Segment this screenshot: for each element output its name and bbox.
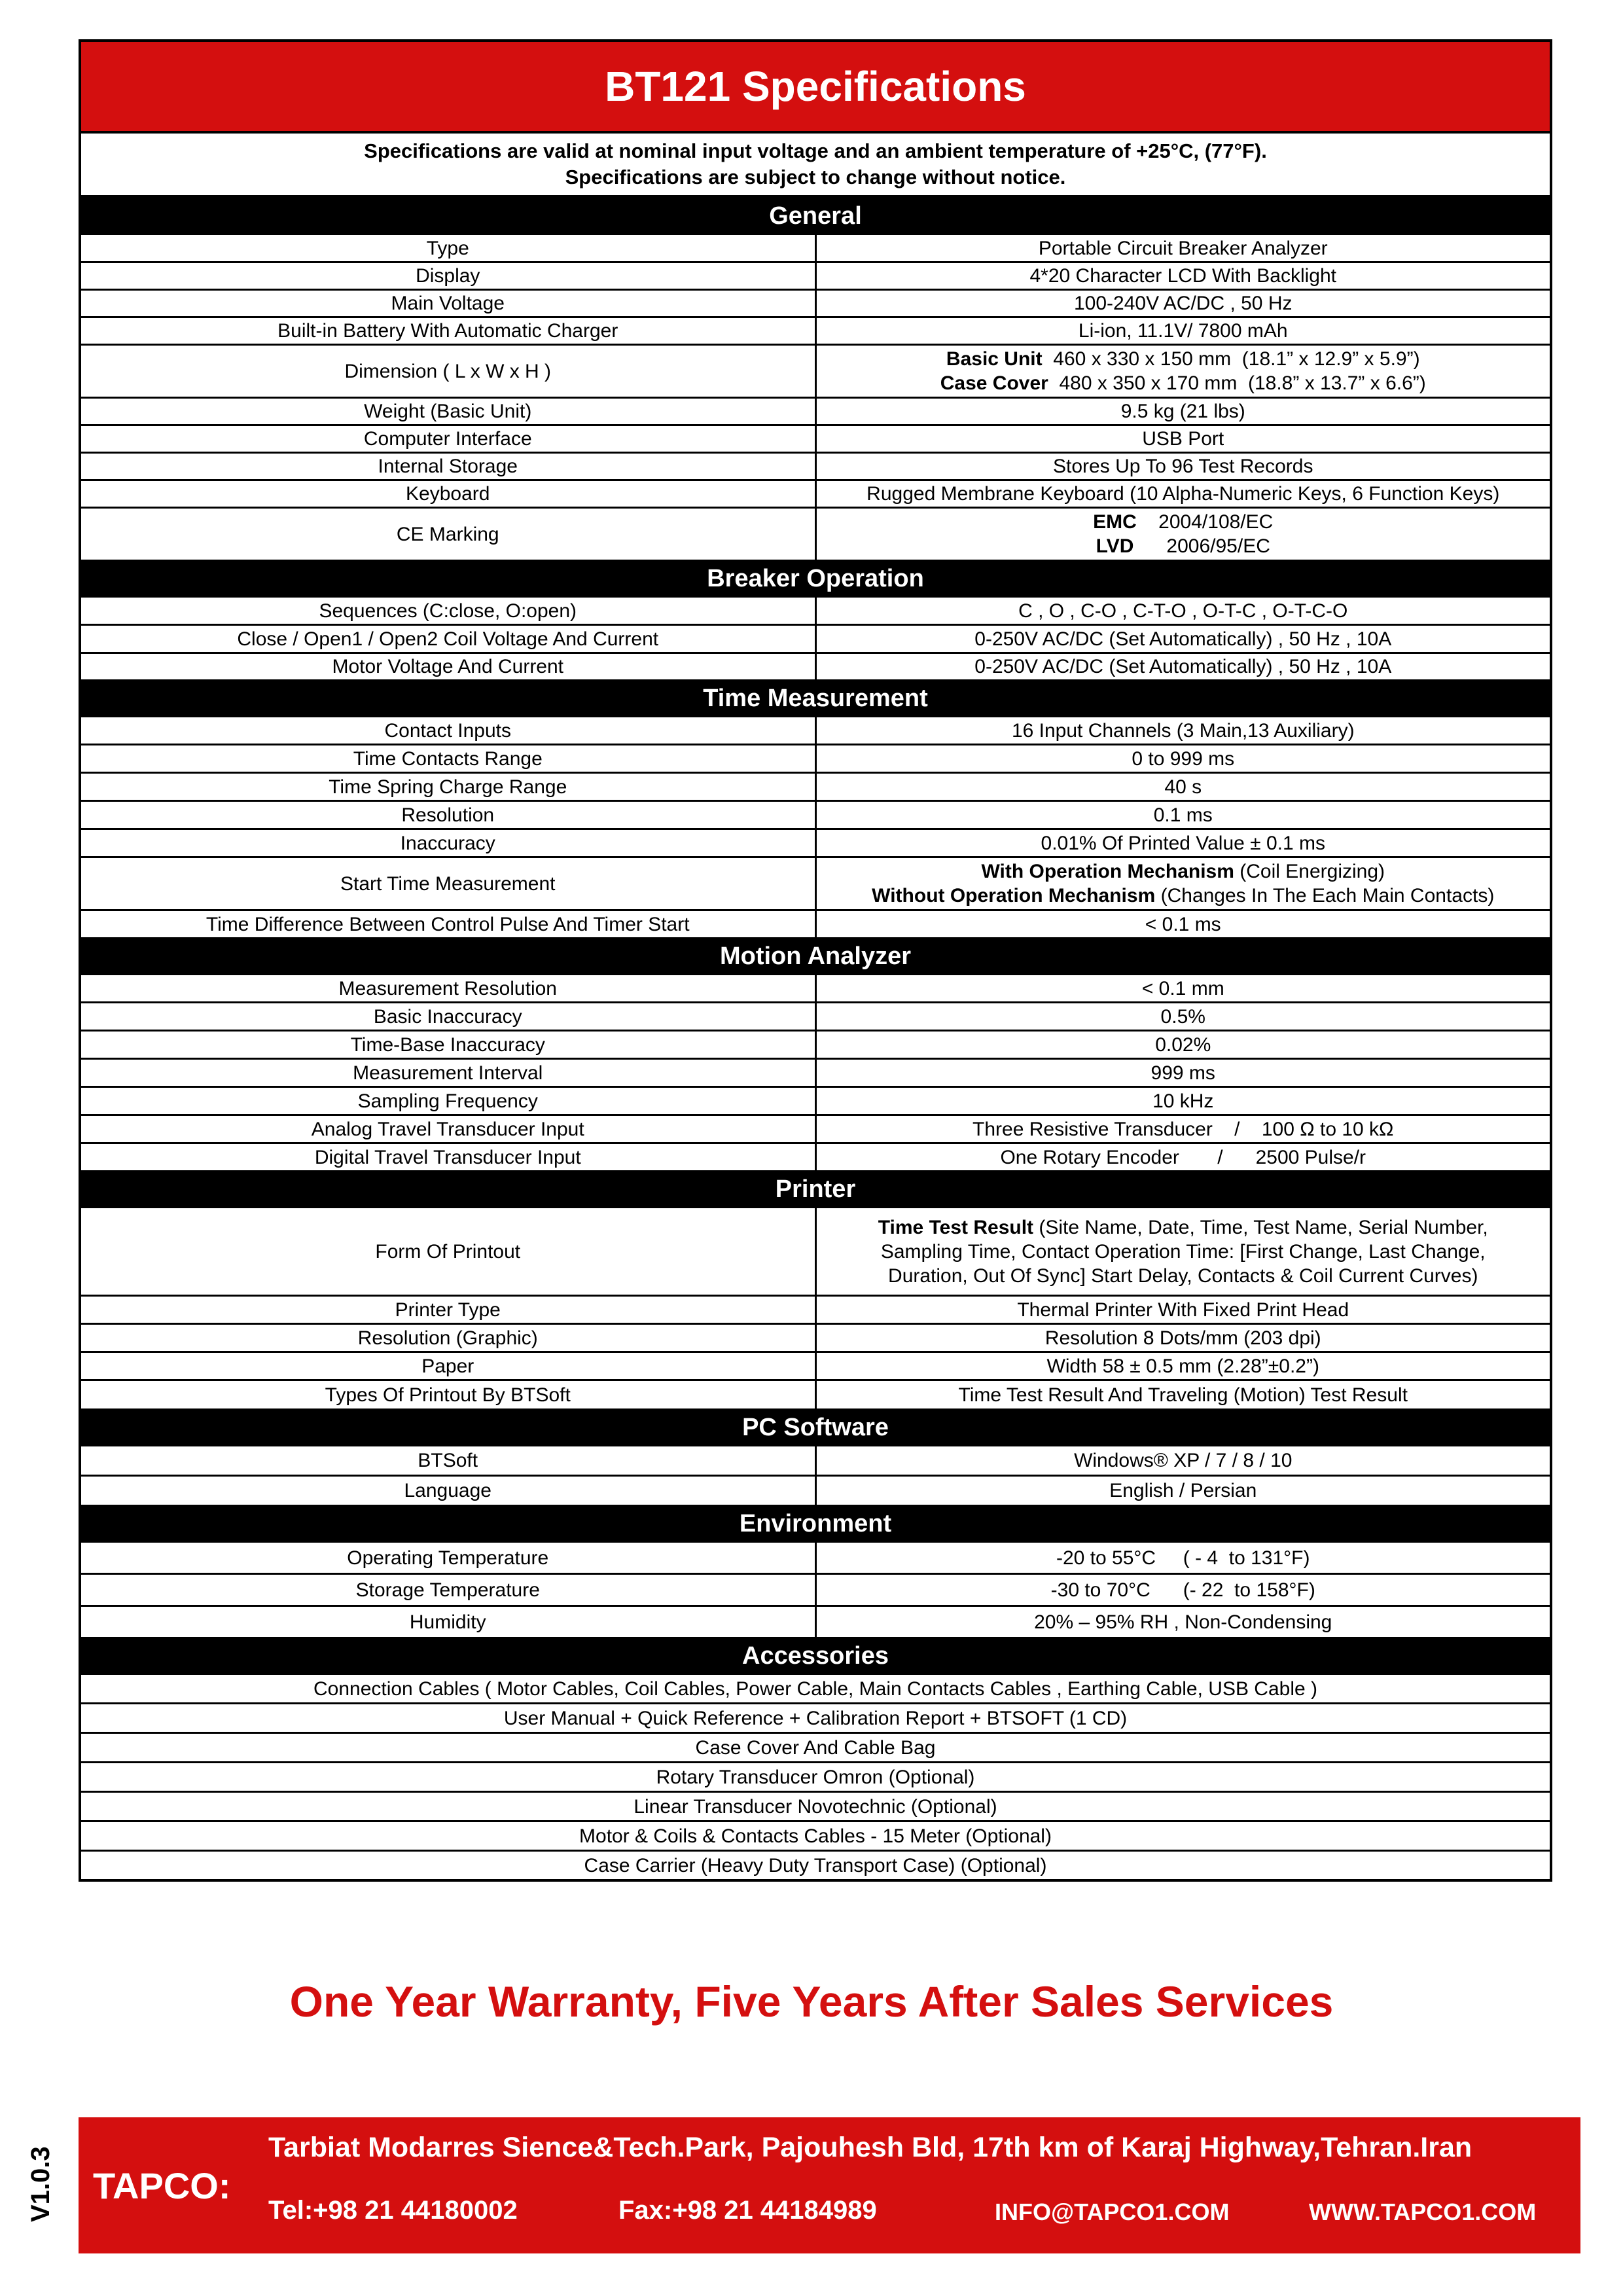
- spec-row: [81, 598, 1550, 626]
- spec-row: [81, 1088, 1550, 1116]
- value-bold: EMC: [1093, 511, 1137, 533]
- footer-website[interactable]: WWW.TAPCO1.COM: [1309, 2198, 1537, 2225]
- spec-value: 10 kHz: [1152, 1090, 1214, 1112]
- spec-row: [81, 454, 1550, 481]
- spec-row: [81, 1543, 1550, 1575]
- spec-row: [81, 291, 1550, 318]
- spec-value: 4*20 Character LCD With Backlight: [1029, 265, 1337, 287]
- spec-row: [81, 745, 1550, 774]
- spec-label: Contact Inputs: [81, 717, 817, 744]
- spec-row: [81, 717, 1550, 745]
- spec-row: [81, 1031, 1550, 1060]
- value-text: Duration, Out Of Sync] Start Delay, Contacts & Coil Current Curves): [888, 1265, 1478, 1287]
- spec-label: Measurement Interval: [81, 1060, 817, 1086]
- spec-value: [817, 858, 1550, 909]
- spec-row: [81, 802, 1550, 830]
- spec-label: Basic Inaccuracy: [81, 1003, 817, 1030]
- value-bold: Without Operation Mechanism: [872, 885, 1156, 906]
- spec-value: 0-250V AC/DC (Set Automatically) , 50 Hz , 10A: [974, 628, 1392, 650]
- spec-label: CE Marking: [81, 509, 817, 560]
- spec-label: Types Of Printout By BTSoft: [81, 1381, 817, 1408]
- section-accessories-heading: Accessories: [81, 1637, 1550, 1675]
- spec-sheet: [79, 39, 1552, 1882]
- spec-label: BTSoft: [81, 1446, 817, 1475]
- note-line-1: Specifications are valid at nominal input voltage and an ambient temperature of +25°C, (77°F).: [364, 139, 1267, 162]
- spec-row: [81, 858, 1550, 911]
- spec-row: [81, 1477, 1550, 1505]
- spec-value: Time Test Result And Traveling (Motion) Test Result: [958, 1384, 1408, 1406]
- accessory-row: [81, 1793, 1550, 1822]
- accessory-item: Case Carrier (Heavy Duty Transport Case) (Optional): [584, 1854, 1047, 1876]
- section-general-heading: General: [81, 197, 1550, 235]
- spec-row: [81, 1607, 1550, 1637]
- spec-label: Resolution (Graphic): [81, 1325, 817, 1351]
- spec-value: < 0.1 ms: [1145, 913, 1221, 935]
- spec-label: Digital Travel Transducer Input: [81, 1144, 817, 1170]
- spec-label: Language: [81, 1477, 817, 1505]
- spec-value: 40 s: [1164, 776, 1202, 798]
- footer-fax: Fax:+98 21 44184989: [618, 2196, 877, 2225]
- accessory-item: Linear Transducer Novotechnic (Optional): [633, 1795, 997, 1818]
- spec-row: [81, 509, 1550, 560]
- footer-bar: [79, 2117, 1580, 2253]
- spec-label: Sequences (C:close, O:open): [81, 598, 817, 624]
- accessory-row: [81, 1734, 1550, 1763]
- spec-value: 0.1 ms: [1153, 804, 1213, 826]
- spec-row: [81, 1297, 1550, 1325]
- accessory-item: User Manual + Quick Reference + Calibration Report + BTSOFT (1 CD): [503, 1707, 1128, 1729]
- value-text: (Changes In The Each Main Contacts): [1155, 885, 1495, 906]
- spec-row: [81, 318, 1550, 346]
- spec-label: Inaccuracy: [81, 830, 817, 856]
- spec-value: English / Persian: [1109, 1480, 1257, 1501]
- spec-row: [81, 654, 1550, 679]
- accessory-row: [81, 1704, 1550, 1734]
- value-text: 2006/95/EC: [1133, 535, 1270, 557]
- spec-value: Stores Up To 96 Test Records: [1053, 456, 1313, 477]
- accessory-item: Rotary Transducer Omron (Optional): [656, 1766, 975, 1788]
- spec-row: [81, 1381, 1550, 1408]
- spec-row: [81, 481, 1550, 509]
- spec-label: Printer Type: [81, 1297, 817, 1323]
- spec-label: Time Contacts Range: [81, 745, 817, 772]
- spec-row: [81, 911, 1550, 937]
- section-motion-heading: Motion Analyzer: [81, 937, 1550, 975]
- spec-value: Windows® XP / 7 / 8 / 10: [1074, 1450, 1293, 1471]
- spec-value: 100-240V AC/DC , 50 Hz: [1073, 293, 1293, 314]
- spec-row: [81, 235, 1550, 263]
- spec-value: Resolution 8 Dots/mm (203 dpi): [1044, 1327, 1321, 1349]
- spec-label: Measurement Resolution: [81, 975, 817, 1001]
- spec-value: -30 to 70°C (- 22 to 158°F): [1050, 1579, 1315, 1601]
- spec-value: 0.5%: [1160, 1005, 1205, 1028]
- spec-row: [81, 1144, 1550, 1170]
- footer-email[interactable]: INFO@TAPCO1.COM: [995, 2198, 1230, 2225]
- spec-row: [81, 426, 1550, 454]
- spec-label: Form Of Printout: [81, 1208, 817, 1295]
- spec-row: [81, 1060, 1550, 1088]
- value-bold: Basic Unit: [946, 348, 1043, 370]
- footer-tel: Tel:+98 21 44180002: [268, 2196, 518, 2225]
- spec-row: [81, 1003, 1550, 1031]
- value-text: (Site Name, Date, Time, Test Name, Serial Number,: [1033, 1216, 1488, 1238]
- spec-row: [81, 1116, 1550, 1144]
- spec-value: 0.01% Of Printed Value ± 0.1 ms: [1041, 832, 1325, 854]
- spec-label: Resolution: [81, 802, 817, 828]
- spec-row: [81, 346, 1550, 399]
- spec-label: Operating Temperature: [81, 1543, 817, 1573]
- spec-label: Humidity: [81, 1607, 817, 1637]
- value-bold: LVD: [1096, 535, 1134, 557]
- accessory-item: Motor & Coils & Contacts Cables - 15 Meter (Optional): [579, 1825, 1052, 1847]
- spec-row: [81, 1208, 1550, 1297]
- section-printer-heading: Printer: [81, 1170, 1550, 1208]
- spec-value: 0-250V AC/DC (Set Automatically) , 50 Hz , 10A: [974, 656, 1392, 677]
- value-text: 460 x 330 x 150 mm (18.1” x 12.9” x 5.9”): [1042, 348, 1420, 370]
- spec-row: [81, 399, 1550, 426]
- spec-row: [81, 774, 1550, 802]
- spec-value: 0.02%: [1155, 1033, 1211, 1056]
- spec-value: Li-ion, 11.1V/ 7800 mAh: [1078, 320, 1288, 342]
- spec-label: Start Time Measurement: [81, 858, 817, 909]
- value-bold: Time Test Result: [878, 1216, 1034, 1238]
- accessory-item: Case Cover And Cable Bag: [695, 1736, 936, 1759]
- spec-value: [817, 346, 1550, 397]
- spec-value: Rugged Membrane Keyboard (10 Alpha-Numeric Keys, 6 Function Keys): [866, 483, 1500, 505]
- spec-row: [81, 830, 1550, 858]
- spec-label: Time-Base Inaccuracy: [81, 1031, 817, 1058]
- spec-row: [81, 626, 1550, 654]
- spec-label: Keyboard: [81, 481, 817, 507]
- spec-label: Type: [81, 235, 817, 261]
- spec-value: [817, 1208, 1550, 1295]
- spec-value: Three Resistive Transducer / 100 Ω to 10 kΩ: [972, 1118, 1394, 1140]
- footer-brand: TAPCO:: [93, 2165, 231, 2206]
- page-title: BT121 Specifications: [81, 42, 1550, 134]
- note-line-2: Specifications are subject to change without notice.: [565, 166, 1066, 188]
- spec-label: Motor Voltage And Current: [81, 654, 817, 679]
- accessory-row: [81, 1852, 1550, 1879]
- spec-label: Internal Storage: [81, 454, 817, 479]
- spec-label: Display: [81, 263, 817, 289]
- spec-label: Time Difference Between Control Pulse And Timer Start: [81, 911, 817, 937]
- value-text: 2004/108/EC: [1136, 511, 1274, 533]
- spec-label: Dimension ( L x W x H ): [81, 346, 817, 397]
- spec-label: Analog Travel Transducer Input: [81, 1116, 817, 1142]
- spec-value: -20 to 55°C ( - 4 to 131°F): [1056, 1547, 1310, 1569]
- spec-value: One Rotary Encoder / 2500 Pulse/r: [1000, 1146, 1366, 1168]
- spec-label: Built-in Battery With Automatic Charger: [81, 318, 817, 344]
- accessory-row: [81, 1822, 1550, 1852]
- value-text: Sampling Time, Contact Operation Time: [First Change, Last Change,: [880, 1240, 1486, 1263]
- warranty-banner: One Year Warranty, Five Years After Sales Services: [289, 1977, 1334, 2026]
- spec-label: Paper: [81, 1353, 817, 1379]
- value-text: 480 x 350 x 170 mm (18.8” x 13.7” x 6.6”): [1048, 372, 1426, 394]
- spec-value: Width 58 ± 0.5 mm (2.28”±0.2”): [1046, 1355, 1319, 1377]
- spec-value: [817, 509, 1550, 560]
- spec-value: 16 Input Channels (3 Main,13 Auxiliary): [1011, 719, 1355, 742]
- spec-row: [81, 1575, 1550, 1607]
- accessory-item: Connection Cables ( Motor Cables, Coil Cables, Power Cable, Main Contacts Cables , Earthing Cable, USB Cable ): [313, 1677, 1318, 1700]
- spec-label: Close / Open1 / Open2 Coil Voltage And Current: [81, 626, 817, 652]
- spec-value: USB Port: [1142, 428, 1224, 450]
- spec-row: [81, 1325, 1550, 1353]
- spec-row: [81, 1446, 1550, 1477]
- spec-value: 20% – 95% RH , Non-Condensing: [1034, 1611, 1332, 1633]
- spec-value: 0 to 999 ms: [1132, 747, 1235, 770]
- spec-value: 999 ms: [1150, 1062, 1215, 1084]
- spec-value: Portable Circuit Breaker Analyzer: [1038, 237, 1328, 259]
- value-bold: With Operation Mechanism: [981, 861, 1234, 882]
- spec-label: Storage Temperature: [81, 1575, 817, 1605]
- section-breaker-heading: Breaker Operation: [81, 560, 1550, 598]
- spec-value: < 0.1 mm: [1141, 977, 1224, 999]
- accessory-row: [81, 1675, 1550, 1704]
- value-text: (Coil Energizing): [1234, 861, 1385, 882]
- spec-value: C , O , C-O , C-T-O , O-T-C , O-T-C-O: [1018, 600, 1348, 622]
- spec-label: Weight (Basic Unit): [81, 399, 817, 424]
- spec-row: [81, 1353, 1550, 1381]
- value-bold: Case Cover: [940, 372, 1048, 394]
- spec-label: Sampling Frequency: [81, 1088, 817, 1114]
- footer-address: Tarbiat Modarres Sience&Tech.Park, Pajouhesh Bld, 17th km of Karaj Highway,Tehran.Iran: [268, 2132, 1472, 2163]
- spec-row: [81, 975, 1550, 1003]
- spec-row: [81, 263, 1550, 291]
- spec-value: 9.5 kg (21 lbs): [1120, 401, 1245, 422]
- accessory-row: [81, 1763, 1550, 1793]
- section-software-heading: PC Software: [81, 1408, 1550, 1446]
- spec-notes: [81, 134, 1550, 197]
- section-time-heading: Time Measurement: [81, 679, 1550, 717]
- version-label: V1.0.3: [26, 2146, 55, 2222]
- spec-label: Computer Interface: [81, 426, 817, 452]
- section-environment-heading: Environment: [81, 1505, 1550, 1543]
- spec-value: Thermal Printer With Fixed Print Head: [1017, 1299, 1349, 1321]
- spec-label: Time Spring Charge Range: [81, 774, 817, 800]
- spec-label: Main Voltage: [81, 291, 817, 316]
